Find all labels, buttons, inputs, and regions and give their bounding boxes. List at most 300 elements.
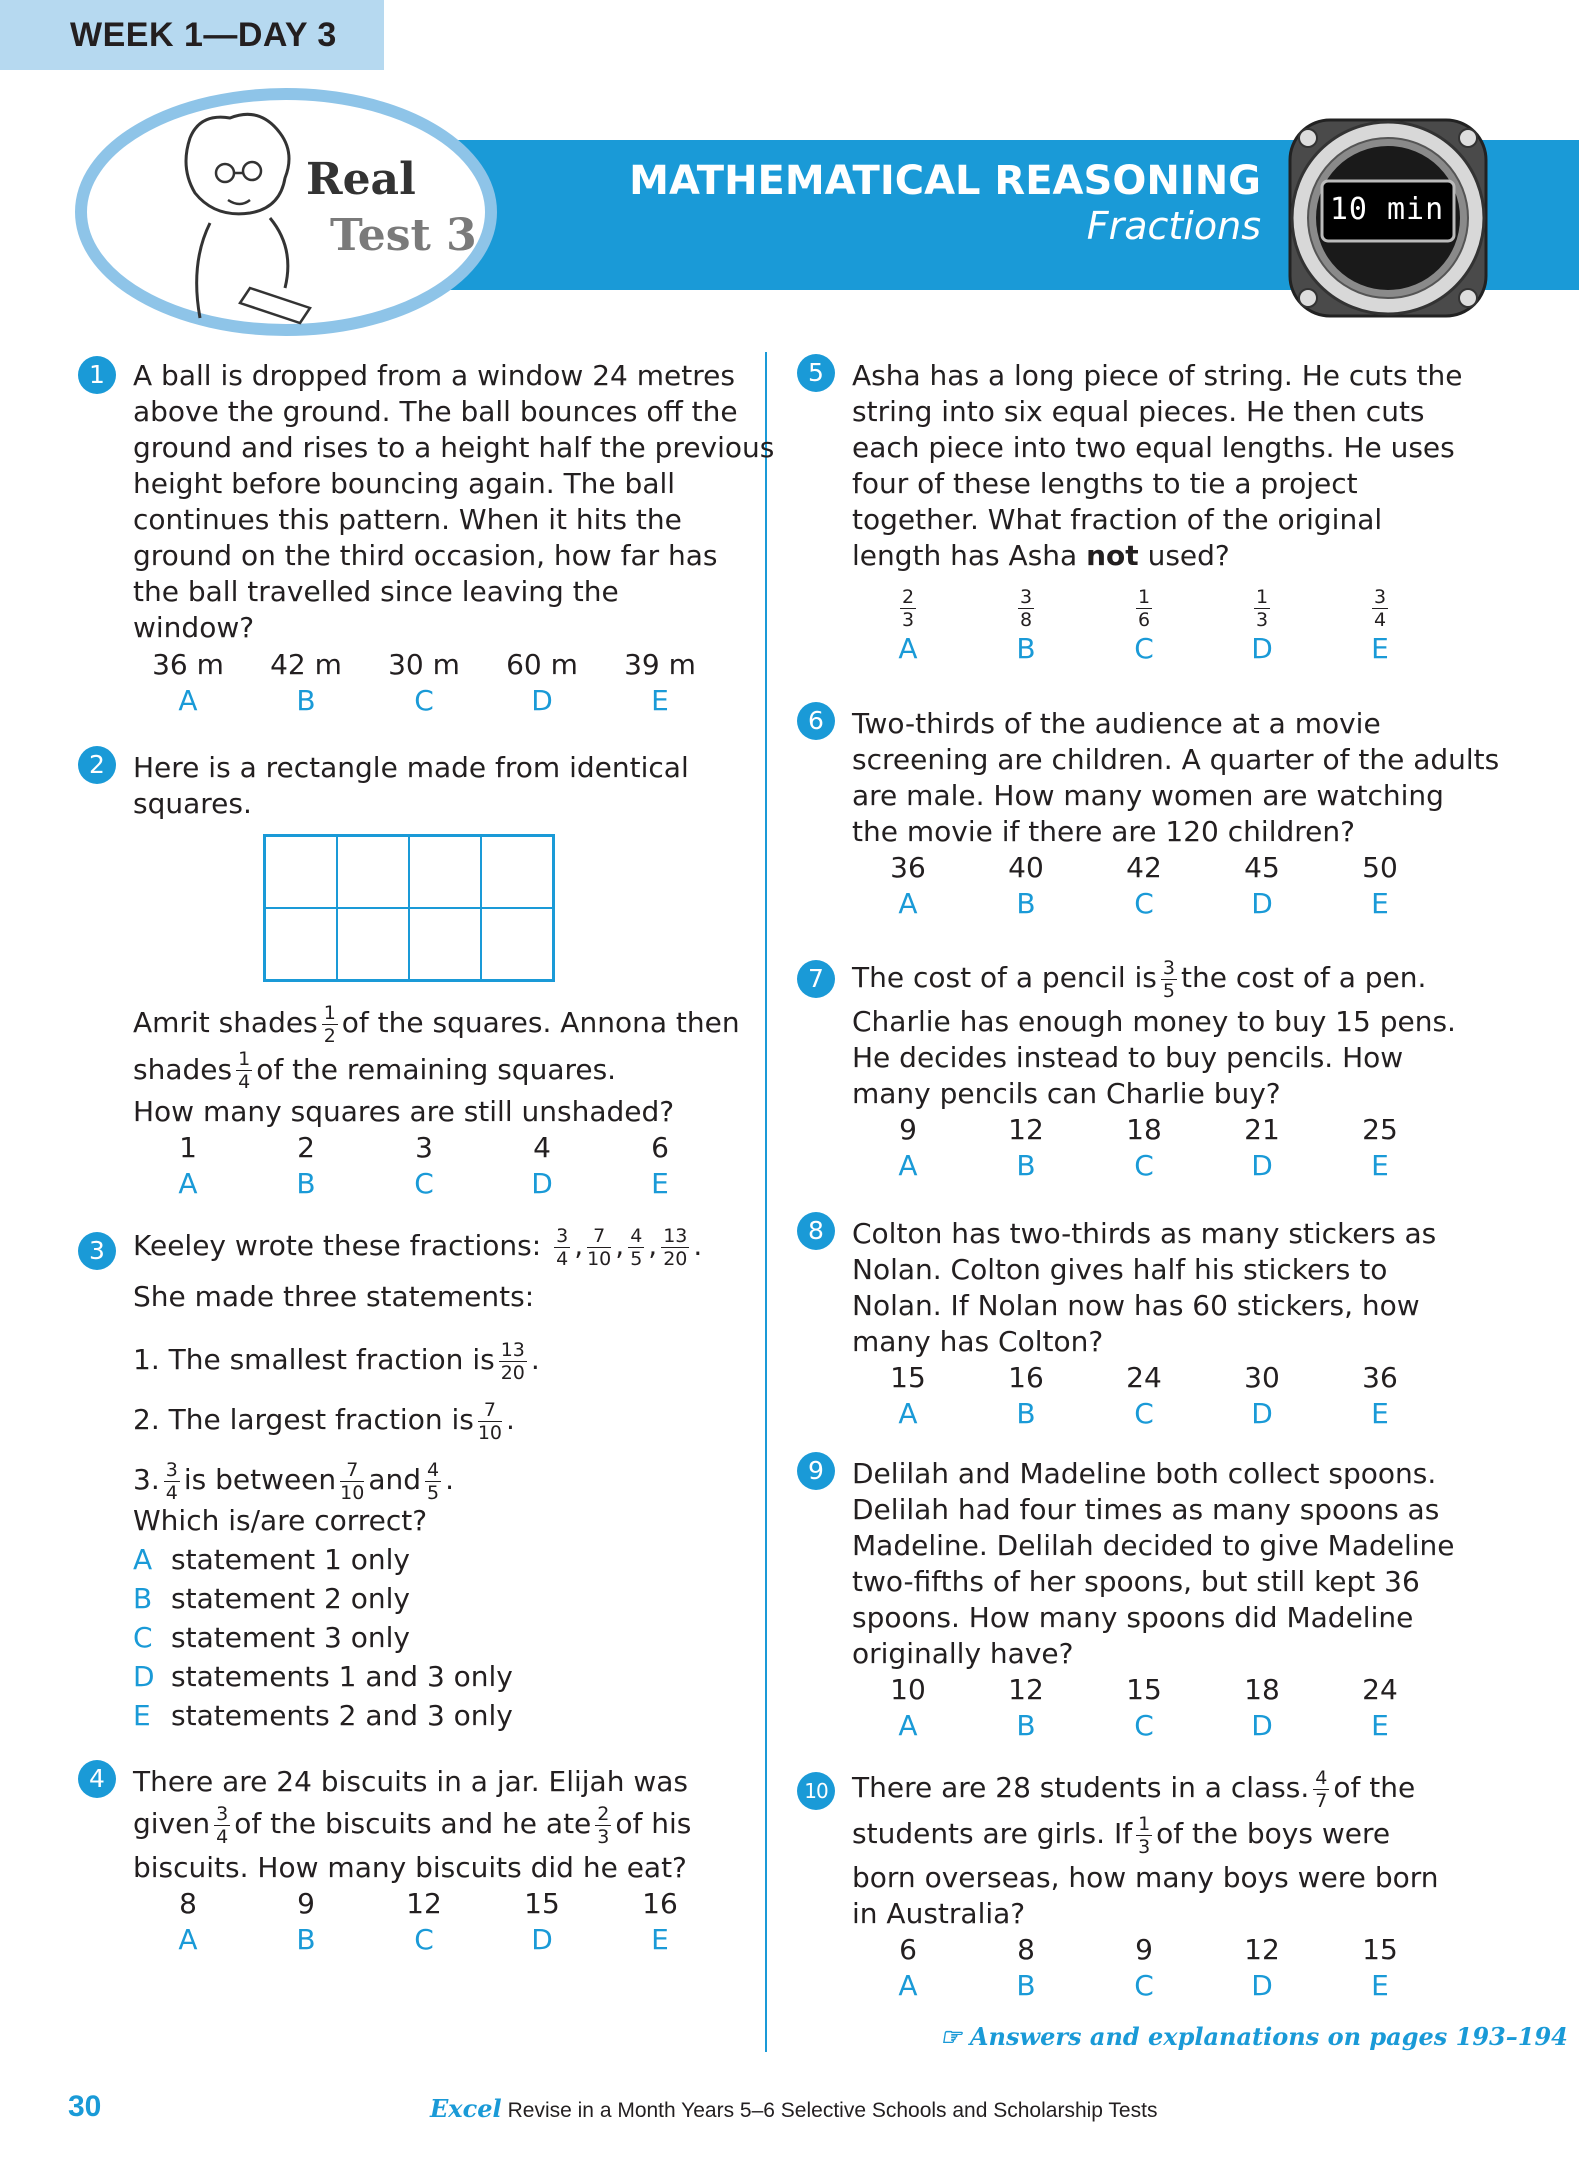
fraction-denominator: 4 [165, 1481, 178, 1504]
option-e[interactable] [601, 1886, 719, 1958]
fraction-denominator: 3 [597, 1825, 610, 1848]
option-value: 15 [1362, 1933, 1398, 1966]
q10-line: in Australia? [852, 1897, 1026, 1930]
week-day-label: WEEK 1—DAY 3 [70, 16, 337, 54]
option-letter: A [898, 1397, 918, 1430]
q5-line: each piece into two equal lengths. He uses [852, 431, 1455, 464]
option-a[interactable] [129, 1886, 247, 1958]
option-letter: C [133, 1621, 153, 1654]
option-e[interactable] [1321, 1672, 1439, 1744]
fraction-1-3 [1254, 586, 1270, 631]
option-a[interactable] [849, 586, 967, 667]
fraction-numerator: 4 [427, 1458, 440, 1481]
option-value: 50 [1362, 851, 1398, 884]
question-9-text [852, 1456, 1455, 1672]
option-value: 18 [1244, 1673, 1280, 1706]
q1-line: A ball is dropped from a window 24 metres [133, 359, 735, 392]
fraction-numerator: 2 [597, 1802, 610, 1825]
timer-label: 10 min [1329, 192, 1445, 227]
option-b[interactable] [247, 1130, 365, 1202]
question-4-line1: There are 24 biscuits in a jar. Elijah was [133, 1765, 688, 1798]
choice-text: statements 2 and 3 only [171, 1699, 513, 1732]
fraction-numerator: 4 [1315, 1766, 1328, 1789]
q1-line: height before bouncing again. The ball [133, 467, 676, 500]
option-d[interactable] [483, 1130, 601, 1202]
fraction-numerator: 3 [1162, 956, 1175, 979]
option-value: 6 [651, 1131, 669, 1164]
option-a[interactable] [849, 850, 967, 922]
option-a[interactable] [849, 1672, 967, 1744]
fraction-3-4 [214, 1803, 230, 1848]
fraction-7-10 [478, 1399, 502, 1444]
q7-line: Charlie has enough money to buy 15 pens. [852, 1005, 1456, 1038]
option-e[interactable] [1321, 1360, 1439, 1432]
option-e[interactable] [1321, 586, 1439, 667]
option-d[interactable] [1203, 850, 1321, 922]
choice-d[interactable] [133, 1657, 513, 1696]
question-4-options [129, 1886, 719, 1958]
option-value: 36 [890, 851, 926, 884]
option-b[interactable] [967, 1672, 1085, 1744]
q5-line: Asha has a long piece of string. He cuts the [852, 359, 1463, 392]
option-letter: C [414, 684, 434, 717]
option-value: 42 [1126, 851, 1162, 884]
fraction-quarter [236, 1048, 252, 1093]
question-3-line2: She made three statements: [133, 1280, 535, 1313]
fraction-3-4 [1372, 586, 1388, 631]
option-b[interactable] [247, 1886, 365, 1958]
option-letter: C [1134, 1397, 1154, 1430]
question-9-options [849, 1672, 1439, 1744]
statement-3: and [368, 1463, 422, 1496]
option-c[interactable] [365, 647, 483, 719]
option-letter: E [1371, 1397, 1389, 1430]
option-value: 15 [1126, 1673, 1162, 1706]
choice-c[interactable] [133, 1618, 513, 1657]
option-b[interactable] [967, 586, 1085, 667]
option-letter: E [1371, 1969, 1389, 2002]
option-b[interactable] [247, 647, 365, 719]
fraction-denominator: 3 [1255, 609, 1269, 631]
option-value: 12 [1244, 1933, 1280, 1966]
fraction-numerator: 3 [1373, 586, 1387, 608]
q1-line: continues this pattern. When it hits the [133, 503, 682, 536]
q1-line: window? [133, 611, 255, 644]
square-cell [265, 908, 337, 980]
option-b[interactable] [967, 1360, 1085, 1432]
option-e[interactable] [601, 1130, 719, 1202]
rectangle-squares-diagram [263, 834, 555, 982]
option-letter: C [1134, 887, 1154, 920]
fraction-numerator: 7 [478, 1399, 502, 1422]
option-letter: C [1134, 632, 1154, 665]
option-value: 2 [297, 1131, 315, 1164]
option-letter: C [414, 1923, 434, 1956]
question-2-ask: How many squares are still unshaded? [133, 1095, 675, 1128]
fraction-numerator: 4 [630, 1224, 643, 1247]
option-e[interactable] [1321, 1932, 1439, 2004]
option-d[interactable] [1203, 1360, 1321, 1432]
option-letter: B [1016, 1149, 1036, 1182]
question-2-text [133, 750, 689, 822]
fraction-numerator: 2 [901, 586, 915, 608]
option-letter: D [531, 1167, 553, 1200]
fraction-numerator: 1 [323, 1001, 336, 1024]
question-9-number: 9 [797, 1452, 835, 1490]
fraction-7-10 [340, 1459, 364, 1504]
fraction-4-5 [425, 1459, 441, 1504]
option-letter: A [898, 1149, 918, 1182]
book-title: Revise in a Month Years 5–6 Selective Schools and Scholarship Tests [507, 2099, 1158, 2122]
option-value: 16 [642, 1887, 678, 1920]
statement-3: is between [183, 1463, 337, 1496]
fraction-denominator: 3 [901, 609, 915, 631]
fraction-4-5 [628, 1225, 644, 1270]
q7-line: He decides instead to buy pencils. How [852, 1041, 1404, 1074]
fraction-denominator: 8 [1019, 609, 1033, 631]
fraction-numerator: 3 [165, 1458, 178, 1481]
option-d[interactable] [483, 647, 601, 719]
option-letter: E [133, 1699, 151, 1732]
option-value: 36 m [152, 648, 224, 681]
question-2-options [129, 1130, 719, 1202]
option-d[interactable] [1203, 1112, 1321, 1184]
q9-line: spoons. How many spoons did Madeline [852, 1601, 1414, 1634]
option-d[interactable] [1203, 586, 1321, 667]
option-letter: D [1251, 887, 1273, 920]
fraction-numerator: 13 [500, 1338, 525, 1361]
option-value: 45 [1244, 851, 1280, 884]
option-c[interactable] [1085, 850, 1203, 922]
question-6-text [852, 706, 1499, 850]
option-letter: A [133, 1543, 153, 1576]
option-value: 15 [890, 1361, 926, 1394]
question-10-line1 [852, 1766, 1415, 1812]
badge-real-label: Real [306, 154, 416, 205]
option-letter: B [133, 1582, 153, 1615]
q10-line: born overseas, how many boys were born [852, 1861, 1439, 1894]
choice-e[interactable] [133, 1696, 513, 1735]
fraction-13-20 [661, 1225, 689, 1270]
option-letter: D [1251, 1397, 1273, 1430]
question-4-number: 4 [78, 1760, 116, 1798]
question-6-options [849, 850, 1439, 922]
option-value: 24 [1126, 1361, 1162, 1394]
fraction-numerator: 1 [1255, 586, 1269, 608]
q8-line: Nolan. Colton gives half his stickers to [852, 1253, 1388, 1286]
option-c[interactable] [365, 1886, 483, 1958]
option-value: 6 [899, 1933, 917, 1966]
option-letter: E [651, 1923, 669, 1956]
option-letter: C [414, 1167, 434, 1200]
option-value: 60 m [506, 648, 578, 681]
option-value: 4 [533, 1131, 551, 1164]
question-1-number: 1 [78, 356, 116, 394]
option-b[interactable] [967, 1932, 1085, 2004]
choice-text: statements 1 and 3 only [171, 1660, 513, 1693]
square-cell [481, 836, 553, 908]
question-3-choices [133, 1540, 513, 1735]
option-d[interactable] [1203, 1932, 1321, 2004]
option-value: 15 [524, 1887, 560, 1920]
fraction-1-6 [1136, 586, 1152, 631]
q8-line: Colton has two-thirds as many stickers as [852, 1217, 1437, 1250]
statement-2: 2. The largest fraction is [133, 1403, 474, 1436]
question-7-text [852, 1004, 1456, 1112]
option-value: 21 [1244, 1113, 1280, 1146]
fraction-denominator: 5 [630, 1247, 643, 1270]
option-value: 40 [1008, 851, 1044, 884]
q1-line: the ball travelled since leaving the [133, 575, 619, 608]
option-c[interactable] [1085, 1932, 1203, 2004]
choice-a[interactable] [133, 1540, 513, 1579]
fraction-numerator: 1 [1137, 586, 1151, 608]
q2-line: Here is a rectangle made from identical [133, 751, 689, 784]
q1-line: ground on the third occasion, how far has [133, 539, 718, 572]
choice-text: statement 1 only [171, 1543, 410, 1576]
option-value: 3 [415, 1131, 433, 1164]
fraction-7-10 [587, 1225, 611, 1270]
statement-3-num: 3. [133, 1463, 160, 1496]
question-8-number: 8 [797, 1212, 835, 1250]
fraction-numerator: 13 [663, 1224, 688, 1247]
option-b[interactable] [967, 850, 1085, 922]
fraction-denominator: 4 [1373, 609, 1387, 631]
fraction-numerator: 7 [587, 1225, 611, 1248]
option-letter: B [296, 1923, 316, 1956]
question-4-line2 [133, 1800, 691, 1848]
option-letter: A [898, 632, 918, 665]
question-3-number: 3 [78, 1232, 116, 1270]
fraction-denominator: 4 [556, 1247, 569, 1270]
section-subtitle: Fractions [1086, 204, 1261, 248]
option-letter: B [1016, 887, 1036, 920]
fraction-3-4 [554, 1225, 570, 1270]
option-e[interactable] [1321, 1112, 1439, 1184]
option-letter: D [1251, 1709, 1273, 1742]
q6-line: Two-thirds of the audience at a movie [852, 707, 1381, 740]
q5-text: length has Asha [852, 539, 1078, 572]
option-letter: B [296, 1167, 316, 1200]
fraction-denominator: 4 [216, 1825, 229, 1848]
option-value: 36 [1362, 1361, 1398, 1394]
choice-text: statement 3 only [171, 1621, 410, 1654]
fraction-denominator: 20 [500, 1361, 525, 1384]
q4-text: of the biscuits and he ate [234, 1807, 592, 1840]
q9-line: Delilah and Madeline both collect spoons. [852, 1457, 1437, 1490]
square-cell [337, 836, 409, 908]
choice-b[interactable] [133, 1579, 513, 1618]
option-letter: D [531, 684, 553, 717]
fraction-2-3 [900, 586, 916, 631]
option-value: 9 [899, 1113, 917, 1146]
answers-reference-link[interactable]: ☞ Answers and explanations on pages 193–194 [940, 2022, 1568, 2051]
q2-line: squares. [133, 787, 252, 820]
option-value: 12 [406, 1887, 442, 1920]
option-value: 9 [1135, 1933, 1153, 1966]
student-illustration-icon [150, 108, 350, 328]
square-cell [481, 908, 553, 980]
q4-text: of his [615, 1807, 692, 1840]
option-letter: B [1016, 1397, 1036, 1430]
option-letter: C [1134, 1149, 1154, 1182]
option-letter: C [1134, 1709, 1154, 1742]
option-value: 18 [1126, 1113, 1162, 1146]
question-10-line2 [852, 1812, 1390, 1858]
option-value: 10 [890, 1673, 926, 1706]
option-c[interactable] [1085, 1360, 1203, 1432]
option-letter: B [296, 684, 316, 717]
option-value: 42 m [270, 648, 342, 681]
fraction-numerator: 3 [216, 1802, 229, 1825]
option-a[interactable] [129, 1130, 247, 1202]
fraction-numerator: 1 [1138, 1812, 1151, 1835]
option-e[interactable] [601, 647, 719, 719]
q5-line: together. What fraction of the original [852, 503, 1383, 536]
question-10-options [849, 1932, 1439, 2004]
question-1-text [133, 358, 774, 646]
option-e[interactable] [1321, 850, 1439, 922]
option-a[interactable] [849, 1932, 967, 2004]
q9-line: two-fifths of her spoons, but still kept 36 [852, 1565, 1420, 1598]
question-7-options [849, 1112, 1439, 1184]
option-d[interactable] [483, 1886, 601, 1958]
option-letter: D [1251, 632, 1273, 665]
option-value: 8 [179, 1887, 197, 1920]
square-cell [337, 908, 409, 980]
fraction-13-20 [499, 1339, 527, 1384]
option-letter: A [178, 684, 198, 717]
choice-text: statement 2 only [171, 1582, 410, 1615]
fraction-denominator: 7 [1315, 1789, 1328, 1812]
fraction-2-3 [595, 1803, 611, 1848]
option-value: 39 m [624, 648, 696, 681]
option-a[interactable] [849, 1360, 967, 1432]
page-number: 30 [68, 2090, 102, 2123]
question-7-number: 7 [797, 960, 835, 998]
fraction-1-3 [1136, 1813, 1152, 1858]
question-4-line3: biscuits. How many biscuits did he eat? [133, 1851, 687, 1884]
fraction-denominator: 3 [1138, 1835, 1151, 1858]
badge-test-label: Test 3 [330, 210, 477, 261]
fraction-denominator: 6 [1137, 609, 1151, 631]
option-value: 1 [179, 1131, 197, 1164]
question-6-number: 6 [797, 702, 835, 740]
option-letter: D [1251, 1969, 1273, 2002]
fraction-denominator: 5 [1162, 979, 1175, 1002]
q10-text: of the boys were [1156, 1817, 1391, 1850]
question-3-statements: 1. The smallest fraction is $\frac{13}{20}$ . 2. The largest fraction is $\frac{7}{10}$ . 3. $\frac{3}{4}$ is between $\frac{7}{10}$ and $\frac{4}{5}$ . [133, 1338, 540, 1504]
q4-text: given [133, 1807, 211, 1840]
q9-line: Madeline. Delilah decided to give Madeline [852, 1529, 1455, 1562]
question-5-number: 5 [797, 354, 835, 392]
q6-line: are male. How many women are watching [852, 779, 1444, 812]
fraction-denominator: 10 [340, 1481, 365, 1504]
option-value: 25 [1362, 1113, 1398, 1146]
q6-line: screening are children. A quarter of the adults [852, 743, 1500, 776]
fraction-denominator: 20 [663, 1247, 688, 1270]
option-value: 8 [1017, 1933, 1035, 1966]
q2-text: of the remaining squares. [256, 1052, 617, 1086]
option-a[interactable] [129, 647, 247, 719]
option-c[interactable] [1085, 1112, 1203, 1184]
option-letter: B [1016, 632, 1036, 665]
square-cell [409, 836, 481, 908]
question-3-intro: Keeley wrote these fractions: $\frac{3}{4}$ , $\frac{7}{10}$ , $\frac{4}{5}$ , $\frac{13}{20}$ . [133, 1224, 703, 1270]
q8-line: many has Colton? [852, 1325, 1104, 1358]
square-cell [265, 836, 337, 908]
option-letter: E [1371, 1709, 1389, 1742]
q5-emphasis: not [1086, 539, 1139, 572]
option-letter: A [898, 887, 918, 920]
q2-text: of the squares. Annona then [341, 1006, 740, 1039]
q9-line: originally have? [852, 1637, 1074, 1670]
option-b[interactable] [967, 1112, 1085, 1184]
option-letter: B [1016, 1969, 1036, 2002]
statement-1: 1. The smallest fraction is [133, 1343, 495, 1376]
q2-text: shades [133, 1052, 233, 1086]
fraction-denominator: 10 [587, 1247, 612, 1270]
q2-text: Amrit shades [133, 1006, 318, 1039]
question-7-line1 [852, 956, 1426, 1002]
q10-text: There are 28 students in a class. [852, 1771, 1310, 1804]
fraction-3-5 [1161, 957, 1177, 1002]
option-d[interactable] [1203, 1672, 1321, 1744]
option-a[interactable] [849, 1112, 967, 1184]
fraction-denominator: 10 [477, 1421, 503, 1444]
question-8-options [849, 1360, 1439, 1432]
option-c[interactable] [365, 1130, 483, 1202]
fraction-denominator: 2 [323, 1024, 336, 1047]
fraction-denominator: 5 [427, 1481, 440, 1504]
fraction-numerator: 7 [340, 1459, 364, 1482]
option-letter: A [898, 1969, 918, 2002]
option-c[interactable] [1085, 1672, 1203, 1744]
option-c[interactable] [1085, 586, 1203, 667]
option-value: 30 m [388, 648, 460, 681]
q3-text: Keeley wrote these fractions: [133, 1229, 542, 1262]
q5-line: four of these lengths to tie a project [852, 467, 1358, 500]
fraction-denominator: 4 [238, 1071, 251, 1093]
option-letter: E [1371, 1149, 1389, 1182]
question-8-text [852, 1216, 1436, 1360]
question-5-options [849, 586, 1439, 667]
fraction-half [322, 1002, 338, 1047]
q6-line: the movie if there are 120 children? [852, 815, 1355, 848]
option-value: 12 [1008, 1113, 1044, 1146]
option-letter: D [133, 1660, 155, 1693]
option-letter: B [1016, 1709, 1036, 1742]
q10-text: students are girls. If [852, 1817, 1133, 1850]
option-letter: A [178, 1167, 198, 1200]
q7-text: the cost of a pen. [1180, 961, 1427, 994]
question-1-options [129, 647, 719, 719]
fraction-numerator: 3 [1019, 586, 1033, 608]
option-letter: D [531, 1923, 553, 1956]
question-5-text [852, 358, 1462, 574]
option-value: 24 [1362, 1673, 1398, 1706]
question-3-ask: Which is/are correct? [133, 1504, 428, 1537]
q5-line: string into six equal pieces. He then cuts [852, 395, 1425, 428]
q10-text: of the [1333, 1771, 1416, 1804]
option-letter: D [1251, 1149, 1273, 1182]
q1-line: above the ground. The ball bounces off the [133, 395, 738, 428]
question-10-number: 10 [797, 1772, 835, 1810]
option-value: 12 [1008, 1673, 1044, 1706]
option-letter: A [898, 1709, 918, 1742]
q7-text: The cost of a pencil is [852, 961, 1157, 994]
question-10-text [852, 1860, 1438, 1932]
